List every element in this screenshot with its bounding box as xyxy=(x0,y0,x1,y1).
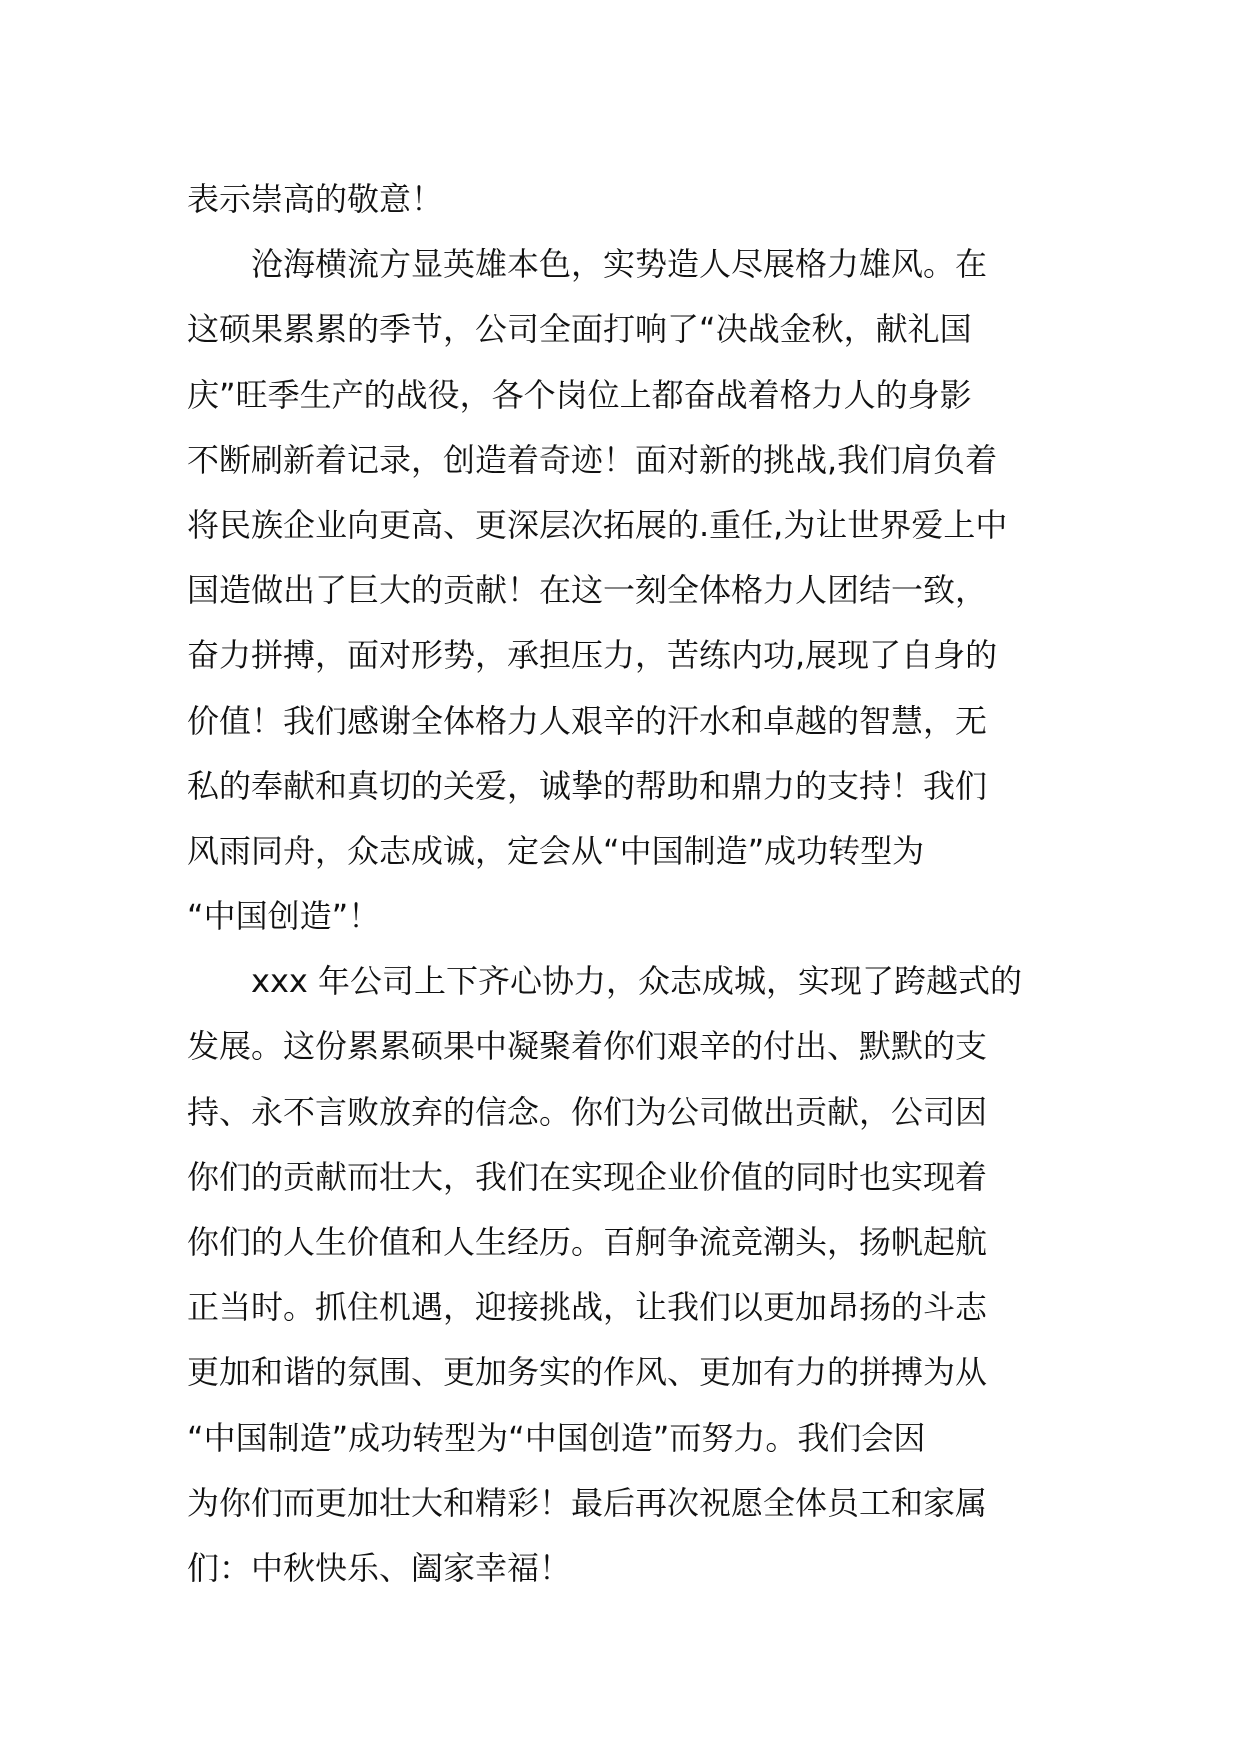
text-line: “中国创造”！ xyxy=(187,897,381,936)
text-line: 奋力拼搏，面对形势，承担压力，苦练内功,展现了自身的 xyxy=(187,636,998,675)
text-line: 庆”旺季生产的战役，各个岗位上都奋战着格力人的身影 xyxy=(187,375,972,414)
text-line: 持、永不言败放弃的信念。你们为公司做出贡献，公司因 xyxy=(187,1092,988,1131)
text-line: 你们的贡献而壮大，我们在实现企业价值的同时也实现着 xyxy=(187,1157,988,1196)
text-line: 为你们而更加壮大和精彩！最后再次祝愿全体员工和家属 xyxy=(187,1483,988,1522)
text-line: 沧海横流方显英雄本色，实势造人尽展格力雄风。在 xyxy=(187,245,988,284)
text-line: 风雨同舟，众志成诚，定会从“中国制造”成功转型为 xyxy=(187,831,925,870)
text-line: 更加和谐的氛围、更加务实的作风、更加有力的拼搏为从 xyxy=(187,1353,988,1392)
text-line: “中国制造”成功转型为“中国创造”而努力。我们会因 xyxy=(187,1418,926,1457)
text-line: 正当时。抓住机遇，迎接挑战，让我们以更加昂扬的斗志 xyxy=(187,1288,988,1327)
text-line: 们：中秋快乐、阖家幸福！ xyxy=(187,1548,572,1587)
text-line: 将民族企业向更高、更深层次拓展的.重任,为让世界爱上中 xyxy=(187,505,1008,544)
text-line: 不断刷新着记录，创造着奇迹！面对新的挑战,我们肩负着 xyxy=(187,440,998,479)
text-line: 价值！我们感谢全体格力人艰辛的汗水和卓越的智慧，无 xyxy=(187,701,988,740)
text-line: 私的奉献和真切的关爱，诚挚的帮助和鼎力的支持！我们 xyxy=(187,766,988,805)
text-line: 这硕果累累的季节，公司全面打响了“决战金秋，献礼国 xyxy=(187,310,972,349)
text-line: 国造做出了巨大的贡献！在这一刻全体格力人团结一致， xyxy=(187,571,988,610)
document-body xyxy=(187,167,1057,1601)
text-line: 你们的人生价值和人生经历。百舸争流竞潮头，扬帆起航 xyxy=(187,1223,988,1261)
text-line: xxx 年公司上下齐心协力，众志成城，实现了跨越式的 xyxy=(187,962,1022,1001)
text-line: 表示崇高的敬意！ xyxy=(187,180,444,218)
text-line: 发展。这份累累硕果中凝聚着你们艰辛的付出、默默的支 xyxy=(187,1027,988,1066)
